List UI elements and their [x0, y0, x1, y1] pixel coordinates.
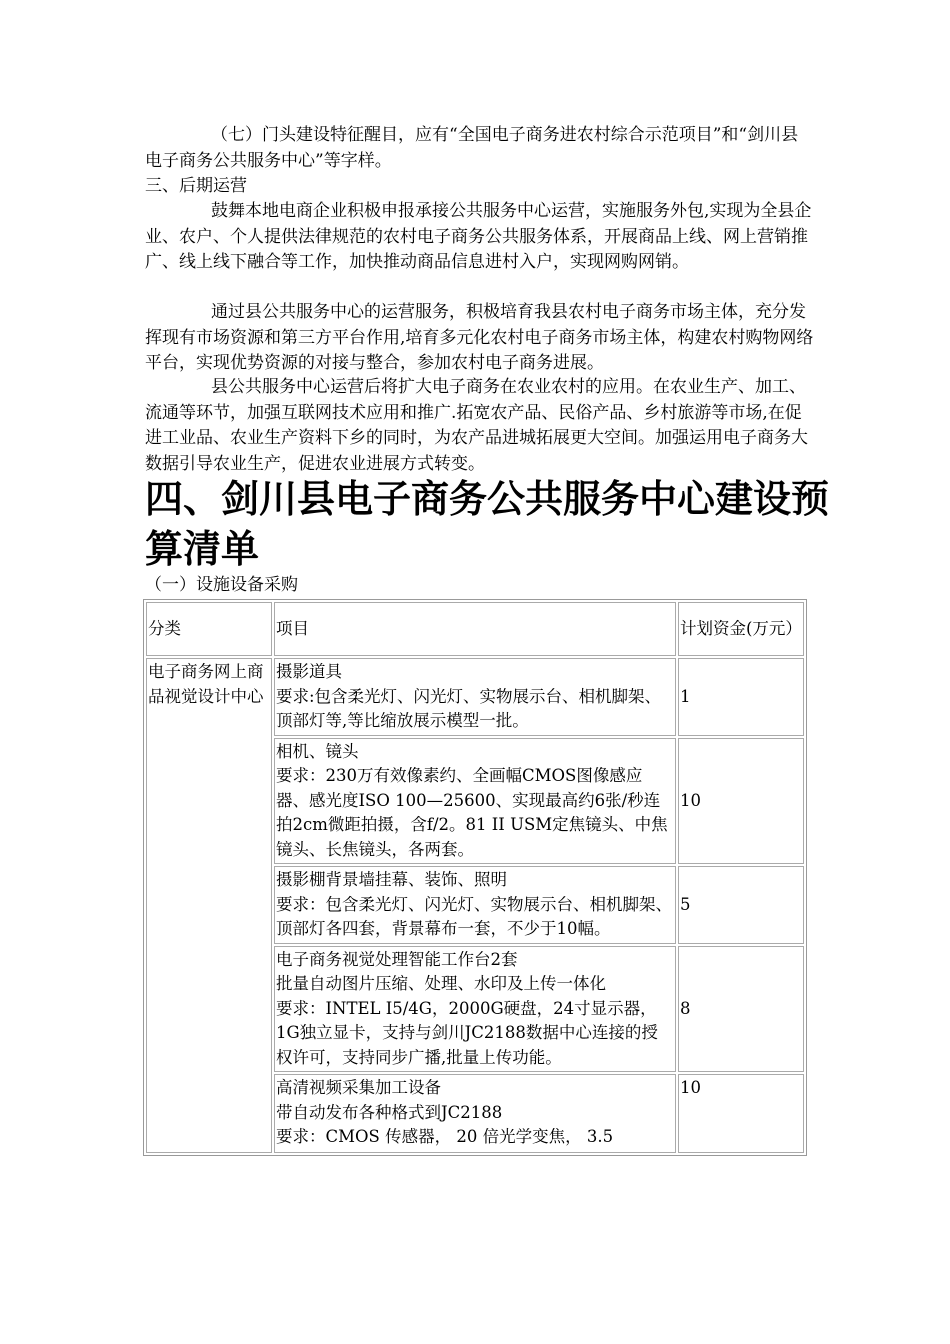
- budget-subheading: （一）设施设备采购: [145, 575, 298, 595]
- item-cell: 相机、镜头 要求：230万有效像素约、全画幅CMOS图像感应器、感光度ISO 100—25600、实现最高约6张/秒连拍2cm微距拍摄，含f/2。81 II USM定焦镜头、中焦镜头、长焦镜头，各两套。: [274, 738, 676, 865]
- table-row: [146, 658, 804, 736]
- fund-cell: 8: [678, 946, 804, 1073]
- table-header-row: [146, 602, 804, 656]
- budget-heading: 四、剑川县电子商务公共服务中心建设预算清单: [145, 477, 830, 571]
- paragraph-agriculture: 县公共服务中心运营后将扩大电子商务在农业农村的应用。在农业生产、加工、流通等环节，加强互联网技术应用和推广.拓宽农产品、民俗产品、乡村旅游等市场,在促进工业品、农业生产资料下乡的同时，为农产品进城拓展更大空间。加强运用电子商务大数据引导农业生产，促进农业进展方式转变。: [145, 377, 808, 474]
- item-cell: 摄影棚背景墙挂幕、装饰、照明 要求：包含柔光灯、闪光灯、实物展示台、相机脚架、顶部灯各四套，背景幕布一套，不少于10幅。: [274, 866, 676, 944]
- item-cell: 摄影道具 要求:包含柔光灯、闪光灯、实物展示台、相机脚架、顶部灯等,等比缩放展示模型一批。: [274, 658, 676, 736]
- header-fund: 计划资金(万元）: [678, 602, 804, 656]
- fund-cell: 5: [678, 866, 804, 944]
- item-cell-text: 高清视频采集加工设备 带自动发布各种格式到JC2188 要求：CMOS 传感器， 20 倍光学变焦， 3.5: [276, 1078, 614, 1146]
- paragraph-storefront: （七）门头建设特征醒目，应有“全国电子商务进农村综合示范项目”和“剑川县电子商务公共服务中心”等字样。: [145, 125, 799, 171]
- category-cell: 电子商务网上商品视觉设计中心: [146, 658, 272, 1153]
- fund-cell: 10: [678, 1074, 804, 1153]
- item-cell-partial: [274, 1074, 676, 1153]
- section-title-operations: 三、后期运营: [145, 176, 247, 196]
- header-item: 项目: [274, 602, 676, 656]
- budget-table: [143, 599, 807, 1156]
- fund-cell: 10: [678, 738, 804, 865]
- item-cell: 电子商务视觉处理智能工作台2套 批量自动图片压缩、处理、水印及上传一体化 要求：INTEL I5/4G，2000G硬盘，24寸显示器，1G独立显卡，支持与剑川JC2188数据中心连接的授权许可，支持同步广播,批量上传功能。: [274, 946, 676, 1073]
- paragraph-outsourcing: 鼓舞本地电商企业积极申报承接公共服务中心运营，实施服务外包,实现为全县企业、农户、个人提供法律规范的农村电子商务公共服务体系，开展商品上线、网上营销推广、线上线下融合等工作，加快推动商品信息进村入户，实现网购网销。: [145, 201, 812, 272]
- header-category: 分类: [146, 602, 272, 656]
- fund-cell: 1: [678, 658, 804, 736]
- paragraph-market-players: 通过县公共服务中心的运营服务，积极培育我县农村电子商务市场主体，充分发挥现有市场资源和第三方平台作用,培育多元化农村电子商务市场主体，构建农村购物网络平台，实现优势资源的对接与整合，参加农村电子商务进展。: [145, 302, 814, 373]
